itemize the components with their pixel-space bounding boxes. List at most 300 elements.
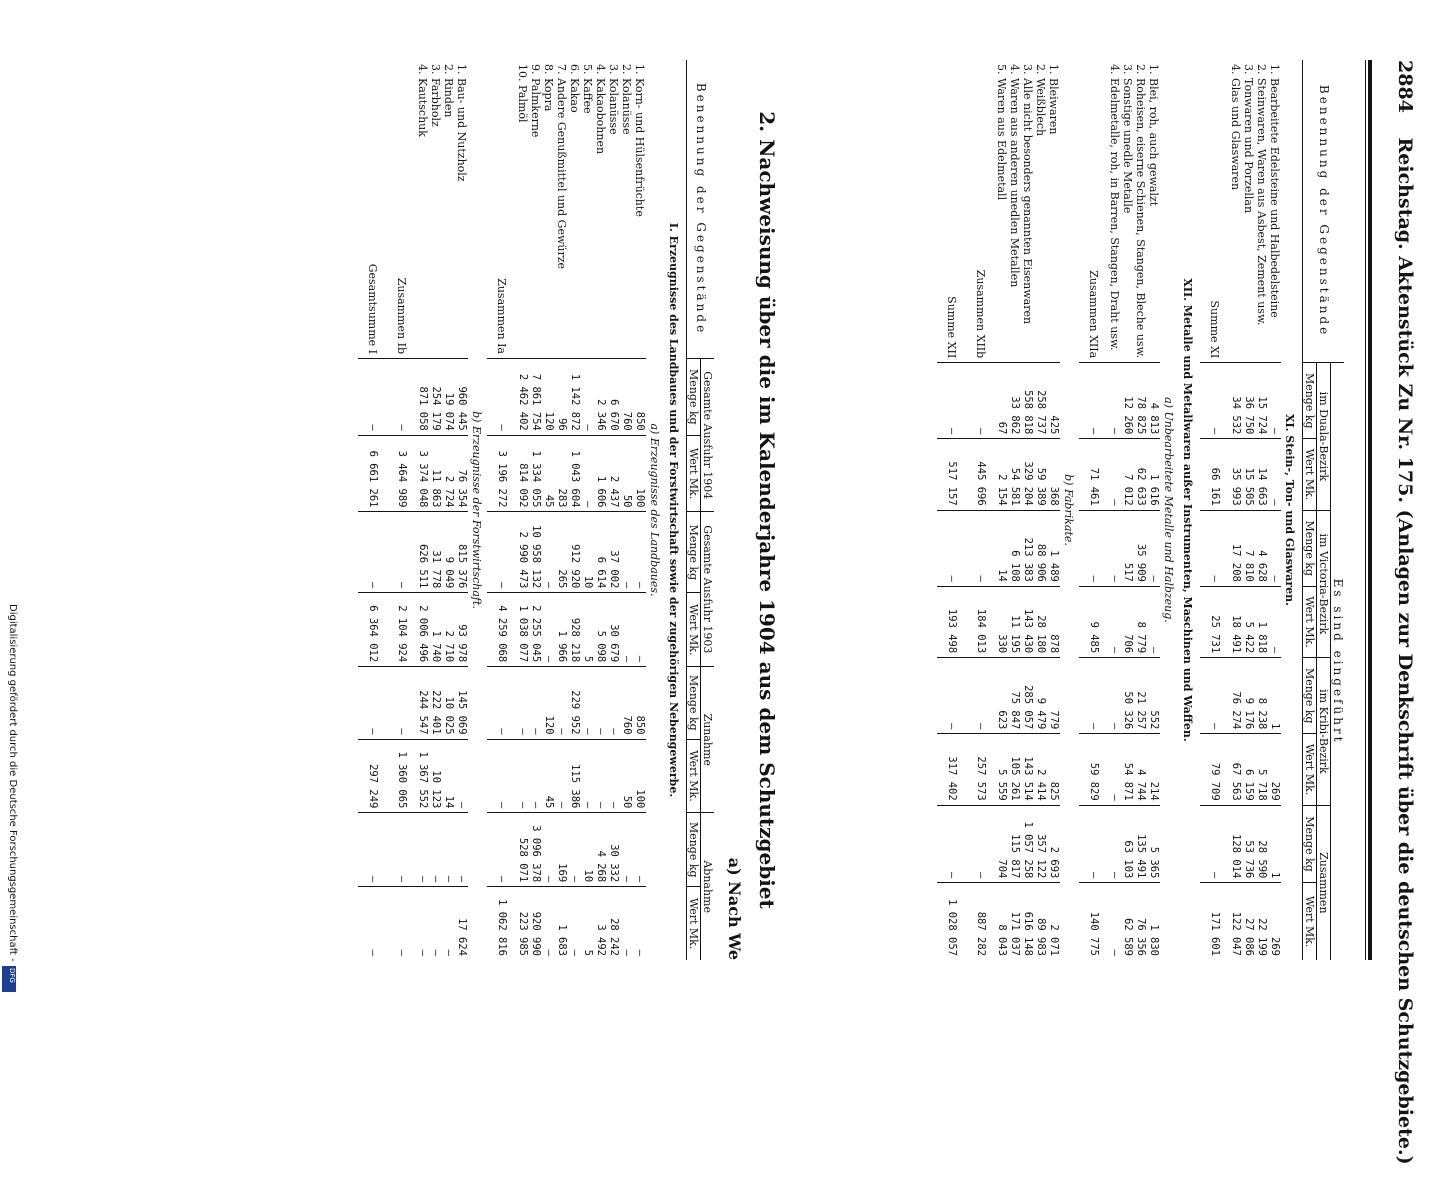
table-row xyxy=(607,60,620,960)
table-row xyxy=(633,60,646,960)
cell-value: 4 813 xyxy=(1147,363,1160,439)
cell-value: 21 257 xyxy=(1134,658,1147,734)
cell-value: — xyxy=(1268,586,1281,657)
menge-header: Menge kg xyxy=(1303,805,1317,883)
wert-header: Wert Mk. xyxy=(687,739,701,813)
cell-value: 9 049 xyxy=(442,512,455,593)
cell-value: 920 990 xyxy=(529,887,542,960)
cell-value: 1 367 552 xyxy=(416,739,429,813)
cell-value: 8 238 xyxy=(1255,658,1268,734)
menge-header: Menge kg xyxy=(687,813,701,887)
cell-value: 258 737 xyxy=(1034,363,1047,439)
cell-value: 850 xyxy=(633,667,646,739)
cell-value: 28 242 xyxy=(607,887,620,960)
cell-value: — xyxy=(455,813,468,887)
row-label: 10. Palmöl xyxy=(516,64,529,123)
row-label: 2. Weißblech xyxy=(1034,64,1047,137)
digitization-note xyxy=(0,604,18,1000)
total-row xyxy=(358,60,387,960)
table-row xyxy=(1147,60,1160,960)
table-row xyxy=(455,60,468,960)
table-row xyxy=(1134,60,1147,960)
section-heading-text: XII. Metalle und Metallwaren außer Instrumenten, Maschinen und Waffen. xyxy=(1181,278,1194,742)
cell-value: 1 740 xyxy=(429,593,442,667)
cell-value: 1 028 057 xyxy=(937,883,966,960)
menge-header: Menge kg xyxy=(1303,510,1317,586)
dfg-logo xyxy=(2,966,16,992)
cell-value: 283 xyxy=(555,435,568,512)
cell-value: 10 025 xyxy=(442,667,455,739)
sum-row xyxy=(966,60,995,960)
row-label: 7. Andere Genußmittel und Gewürze xyxy=(555,64,568,270)
cell-value: — xyxy=(1147,510,1160,586)
row-label: 1. Bearbeitete Edelsteine und Halbedelsteine xyxy=(1268,64,1281,318)
cell-value: 222 401 xyxy=(429,667,442,739)
cell-value: 214 xyxy=(1147,734,1160,805)
cell-value: 30 332 xyxy=(607,813,620,887)
wert-header: Wert Mk. xyxy=(687,887,701,960)
cell-value: 17 624 xyxy=(455,887,468,960)
cell-value: — xyxy=(542,887,555,960)
cell-value: — xyxy=(429,887,442,960)
cell-value: — xyxy=(387,887,416,960)
cell-value: 11 863 xyxy=(429,435,442,512)
district-header: im Duala-Bezirk xyxy=(1317,363,1331,511)
cell-value: 171 037 xyxy=(1008,883,1021,960)
cell-value: — xyxy=(358,887,387,960)
row-label: 4. Glas und Glaswaren xyxy=(1229,64,1242,191)
cell-value: 2 154 xyxy=(995,439,1008,510)
subsection-heading-text: b) Fabrikate. xyxy=(1062,474,1075,546)
table-row xyxy=(1255,60,1268,960)
menge-header: Menge kg xyxy=(1303,658,1317,734)
row-label: 1. Blei, roh, auch gewalzt xyxy=(1147,64,1160,207)
cell-value: 35 909 xyxy=(1134,510,1147,586)
cell-value: 213 383 xyxy=(1021,510,1034,586)
cell-value: — xyxy=(542,593,555,667)
wert-header: Wert Mk. xyxy=(687,435,701,512)
cell-value: 12 260 xyxy=(1121,363,1134,439)
digitization-note-text: Digitalisierung gefördert durch die Deutsche Forschungsgemeinschaft - xyxy=(7,604,18,962)
cell-value: 6 159 xyxy=(1242,734,1255,805)
cell-value: 14 663 xyxy=(1255,439,1268,510)
row-label: 5. Waren aus Edelmetall xyxy=(995,64,1008,201)
row-label: 3. Farbholz xyxy=(429,64,442,127)
cell-value: — xyxy=(594,667,607,739)
cell-value: — xyxy=(358,813,387,887)
cell-value: 5 xyxy=(581,887,594,960)
cell-value: 552 xyxy=(1147,658,1160,734)
cell-value: — xyxy=(542,512,555,593)
sum-row xyxy=(487,60,516,960)
cell-value: 825 xyxy=(1047,734,1060,805)
cell-value: — xyxy=(966,658,995,734)
cell-value: 706 xyxy=(1121,586,1134,657)
cell-value: 35 993 xyxy=(1229,439,1242,510)
cell-value: 7 012 xyxy=(1121,439,1134,510)
cell-value: — xyxy=(633,813,646,887)
table-row xyxy=(1121,60,1134,960)
cell-value: 269 xyxy=(1268,883,1281,960)
cell-value: 37 002 xyxy=(607,512,620,593)
row-label: 2. Roheisen, eiserne Schienen, Stangen, Bleche usw. xyxy=(1134,64,1147,359)
row-label: 2. Rinden xyxy=(442,64,455,118)
menge-header: Menge kg xyxy=(1303,363,1317,439)
cell-value: 445 696 xyxy=(966,439,995,510)
cell-value: 145 069 xyxy=(455,667,468,739)
cell-value: 814 092 xyxy=(516,435,529,512)
row-label: 9. Palmkerne xyxy=(529,64,542,138)
cell-value: — xyxy=(1147,586,1160,657)
cell-value: 2 437 xyxy=(607,435,620,512)
subsection-heading xyxy=(646,60,665,960)
cell-value: 78 825 xyxy=(1134,363,1147,439)
section-heading-text: I. Erzeugnisse des Landbaues und der Forstwirtschaft sowie der zugehörigen Nebengewerbe. xyxy=(667,222,680,798)
cell-value: — xyxy=(516,667,529,739)
cell-value: 76 274 xyxy=(1229,658,1242,734)
cell-value: 928 218 xyxy=(568,593,581,667)
cell-value: 50 xyxy=(620,435,633,512)
cell-value: 50 xyxy=(620,739,633,813)
cell-value: 2 414 xyxy=(1034,734,1047,805)
cell-value: — xyxy=(1108,510,1121,586)
cell-value: — xyxy=(358,667,387,739)
cell-value: 128 014 xyxy=(1229,805,1242,883)
group-header: Gesamte Ausfuhr 1903 xyxy=(701,512,715,667)
cell-value: 4 744 xyxy=(1134,734,1147,805)
cell-value: — xyxy=(1108,658,1121,734)
cell-value: 50 326 xyxy=(1121,658,1134,734)
cell-value: 779 xyxy=(1047,658,1060,734)
cell-value: 54 871 xyxy=(1121,734,1134,805)
table-row xyxy=(620,60,633,960)
cell-value: — xyxy=(487,667,516,739)
cell-value: 5 422 xyxy=(1242,586,1255,657)
row-label: 3. Kolanüsse xyxy=(607,64,620,135)
subsection-heading-text: a) Erzeugnisse des Landbaues. xyxy=(648,423,661,597)
section-title-2: 2. Nachweisung über die im Kalenderjahre 1904 aus dem Schutzgebiet xyxy=(755,111,779,909)
subsection-heading xyxy=(1060,60,1079,960)
cell-value: 8 043 xyxy=(995,883,1008,960)
cell-value: 3 464 989 xyxy=(387,435,416,512)
cell-value: — xyxy=(594,739,607,813)
cell-value: 357 122 xyxy=(1034,805,1047,883)
cell-value: 27 086 xyxy=(1242,883,1255,960)
cell-value: 30 679 xyxy=(607,593,620,667)
cell-value: 10 123 xyxy=(429,739,442,813)
wert-header: Wert Mk. xyxy=(1303,586,1317,657)
table-row xyxy=(416,60,429,960)
cell-value: 22 199 xyxy=(1255,883,1268,960)
cell-value: — xyxy=(568,887,581,960)
cell-value: 285 057 xyxy=(1021,658,1034,734)
table-row xyxy=(1021,60,1034,960)
cell-value: 67 xyxy=(995,363,1008,439)
cell-value: 34 532 xyxy=(1229,363,1242,439)
cell-value: 10 958 132 xyxy=(529,512,542,593)
cell-value: 28 180 xyxy=(1034,586,1047,657)
cell-value: — xyxy=(937,805,966,883)
section-subtitle-2: a) Nach We xyxy=(725,857,744,960)
group-header: Es sind eingeführt xyxy=(1331,363,1345,960)
sum-row xyxy=(387,60,416,960)
cell-value: 7 861 754 xyxy=(529,359,542,436)
cell-value: 4 628 xyxy=(1255,510,1268,586)
cell-value: 5 365 xyxy=(1147,805,1160,883)
cell-value: 1 057 258 xyxy=(1021,805,1034,883)
cell-value: — xyxy=(1108,439,1121,510)
cell-value: 143 430 xyxy=(1021,586,1034,657)
row-label: 4. Kautschuk xyxy=(416,64,429,137)
cell-value: 269 xyxy=(1268,734,1281,805)
cell-value: 140 775 xyxy=(1079,883,1108,960)
cell-value: 17 208 xyxy=(1229,510,1242,586)
row-label: 8. Kopra xyxy=(542,64,555,112)
cell-value: 1 xyxy=(1268,658,1281,734)
cell-value: 71 461 xyxy=(1079,439,1108,510)
cell-value: — xyxy=(529,667,542,739)
table-row xyxy=(594,60,607,960)
cell-value: — xyxy=(1268,510,1281,586)
cell-value: 33 862 xyxy=(1008,363,1021,439)
cell-value: — xyxy=(633,593,646,667)
row-label: 1. Korn- und Hülsenfrüchte xyxy=(633,64,646,217)
cell-value: 229 952 xyxy=(568,667,581,739)
cell-value: 1 038 077 xyxy=(516,593,529,667)
row-label: 1. Bleiwaren xyxy=(1047,64,1060,135)
cell-value: — xyxy=(1108,805,1121,883)
cell-value: 6 364 012 xyxy=(358,593,387,667)
group-header: Zunahme xyxy=(701,667,715,813)
cell-value: 2 346 xyxy=(594,359,607,436)
cell-value: 1 966 xyxy=(555,593,568,667)
section-heading xyxy=(1179,60,1200,960)
table-row xyxy=(568,60,581,960)
cell-value: — xyxy=(568,813,581,887)
cell-value: 15 505 xyxy=(1242,439,1255,510)
cell-value: 5 098 xyxy=(594,593,607,667)
cell-value: — xyxy=(607,739,620,813)
cell-value: 105 261 xyxy=(1008,734,1021,805)
section-heading-text: XI. Stein-, Ton- und Glaswaren. xyxy=(1283,413,1296,607)
dfg-logo-text: DFG xyxy=(8,968,16,983)
cell-value: — xyxy=(487,813,516,887)
row-label: 4. Waren aus anderen unedlen Metallen xyxy=(1008,64,1021,288)
cell-value: 76 356 xyxy=(1134,883,1147,960)
page-header xyxy=(1376,60,1416,1165)
cell-value: 93 978 xyxy=(455,593,468,667)
cell-value: 28 590 xyxy=(1255,805,1268,883)
column-header-name: Benennung der Gegenstände xyxy=(1303,60,1345,363)
cell-value: 257 573 xyxy=(966,734,995,805)
district-header: im Victoria-Bezirk xyxy=(1317,510,1331,658)
district-header: im Kribi-Bezirk xyxy=(1317,658,1331,806)
cell-value: 878 xyxy=(1047,586,1060,657)
row-label: Gesamtsumme I xyxy=(366,263,379,354)
cell-value: 616 148 xyxy=(1021,883,1034,960)
district-header: Zusammen xyxy=(1317,805,1331,960)
wert-header: Wert Mk. xyxy=(687,593,701,667)
cell-value: 3 196 272 xyxy=(487,435,516,512)
cell-value: 887 282 xyxy=(966,883,995,960)
cell-value: 88 906 xyxy=(1034,510,1047,586)
cell-value: — xyxy=(358,512,387,593)
cell-value: 36 750 xyxy=(1242,363,1255,439)
cell-value: — xyxy=(1079,658,1108,734)
menge-header: Menge kg xyxy=(687,359,701,436)
row-label: 2. Steinwaren, Waren aus Asbest, Zement usw. xyxy=(1255,64,1268,326)
header-rule xyxy=(1368,60,1372,960)
table-row xyxy=(581,60,594,960)
cell-value: — xyxy=(1108,734,1121,805)
row-label: Summe XI xyxy=(1208,300,1221,359)
cell-value: 297 249 xyxy=(358,739,387,813)
sum-row xyxy=(1079,60,1108,960)
cell-value: — xyxy=(542,813,555,887)
cell-value: 623 xyxy=(995,658,1008,734)
row-label: 3. Tonwaren und Porzellan xyxy=(1242,64,1255,214)
cell-value: — xyxy=(620,887,633,960)
cell-value: 63 103 xyxy=(1121,805,1134,883)
menge-header: Menge kg xyxy=(687,512,701,593)
cell-value: 10 xyxy=(581,512,594,593)
cell-value: 558 818 xyxy=(1021,363,1034,439)
cell-value: — xyxy=(487,512,516,593)
cell-value: 76 354 xyxy=(455,435,468,512)
cell-value: 79 709 xyxy=(1200,734,1229,805)
cell-value: — xyxy=(442,887,455,960)
cell-value: 8 779 xyxy=(1134,586,1147,657)
cell-value: 62 633 xyxy=(1134,439,1147,510)
cell-value: 626 511 xyxy=(416,512,429,593)
table-row xyxy=(1268,60,1281,960)
cell-value: 122 047 xyxy=(1229,883,1242,960)
cell-value: — xyxy=(1268,363,1281,439)
cell-value: 1 489 xyxy=(1047,510,1060,586)
subsection-heading-text: a) Unbearbeitete Metalle und Halbzeug. xyxy=(1162,397,1175,623)
cell-value: 2 693 xyxy=(1047,805,1060,883)
menge-header: Menge kg xyxy=(687,667,701,739)
cell-value: — xyxy=(1079,510,1108,586)
cell-value: 223 985 xyxy=(516,887,529,960)
row-label: 3. Sonstige unedle Metalle xyxy=(1121,64,1134,214)
cell-value: — xyxy=(487,739,516,813)
cell-value: 1 xyxy=(1268,805,1281,883)
cell-value: — xyxy=(581,435,594,512)
cell-value: 169 xyxy=(555,813,568,887)
cell-value: 1 683 xyxy=(555,887,568,960)
cell-value: 66 161 xyxy=(1200,439,1229,510)
cell-value: — xyxy=(966,510,995,586)
cell-value: 3 492 xyxy=(594,887,607,960)
cell-value: 67 563 xyxy=(1229,734,1242,805)
group-header: Gesamte Ausfuhr 1904 xyxy=(701,359,715,512)
page-title: Reichstag. Aktenstück Zu Nr. 175. (Anlagen zur Denkschrift über die deutschen Schutzgebiete.) xyxy=(1394,137,1416,1165)
cell-value: — xyxy=(1268,439,1281,510)
cell-value: 6 108 xyxy=(1008,510,1021,586)
cell-value: — xyxy=(1200,363,1229,439)
cell-value: 45 xyxy=(542,739,555,813)
cell-value: 528 071 xyxy=(516,813,529,887)
cell-value: 11 195 xyxy=(1008,586,1021,657)
cell-value: — xyxy=(581,739,594,813)
cell-value: — xyxy=(1079,363,1108,439)
row-label: Summe XII xyxy=(945,296,958,359)
cell-value: — xyxy=(358,359,387,436)
cell-value: 1 606 xyxy=(594,435,607,512)
column-header-name: Benennung der Gegenstände xyxy=(687,60,715,359)
row-label: 4. Kakaobohnen xyxy=(594,64,607,155)
sum-row xyxy=(937,60,966,960)
cell-value: 6 670 xyxy=(607,359,620,436)
cell-value: — xyxy=(581,667,594,739)
cell-value: 760 xyxy=(620,667,633,739)
cell-value: 5 xyxy=(581,593,594,667)
cell-value: — xyxy=(607,667,620,739)
cell-value: — xyxy=(620,512,633,593)
cell-value: 7 810 xyxy=(1242,510,1255,586)
cell-value: 704 xyxy=(995,805,1008,883)
cell-value: 59 389 xyxy=(1034,439,1047,510)
cell-value: 2 006 496 xyxy=(416,593,429,667)
cell-value: 1 062 816 xyxy=(487,887,516,960)
table-row xyxy=(516,60,529,960)
table-row xyxy=(1108,60,1121,960)
cell-value: 912 920 xyxy=(568,512,581,593)
cell-value: 368 xyxy=(1047,439,1060,510)
cell-value: 14 xyxy=(995,510,1008,586)
cell-value: 120 xyxy=(542,667,555,739)
subsection-heading xyxy=(468,60,487,960)
cell-value: 871 058 xyxy=(416,359,429,436)
cell-value: 171 601 xyxy=(1200,883,1229,960)
cell-value: 244 547 xyxy=(416,667,429,739)
cell-value: 25 731 xyxy=(1200,586,1229,657)
cell-value: 135 491 xyxy=(1134,805,1147,883)
cell-value: 4 268 xyxy=(594,813,607,887)
wert-header: Wert Mk. xyxy=(1303,883,1317,960)
cell-value: — xyxy=(1200,510,1229,586)
cell-value: — xyxy=(1200,805,1229,883)
cell-value: 1 818 xyxy=(1255,586,1268,657)
cell-value: 1 142 872 xyxy=(568,359,581,436)
cell-value: 4 259 068 xyxy=(487,593,516,667)
cell-value: 1 043 604 xyxy=(568,435,581,512)
cell-value: — xyxy=(633,512,646,593)
cell-value: 1 616 xyxy=(1147,439,1160,510)
cell-value: 2 990 473 xyxy=(516,512,529,593)
table-row xyxy=(529,60,542,960)
row-label: Zusammen XIIa xyxy=(1087,270,1100,359)
cell-value: 760 xyxy=(620,359,633,436)
cell-value: — xyxy=(387,813,416,887)
cell-value: — xyxy=(387,667,416,739)
page-number: 2884 xyxy=(1394,60,1416,113)
row-label: Zusammen Ia xyxy=(495,278,508,354)
cell-value: 1 334 055 xyxy=(529,435,542,512)
cell-value: 5 559 xyxy=(995,734,1008,805)
cell-value: 2 071 xyxy=(1047,883,1060,960)
cell-value: 18 491 xyxy=(1229,586,1242,657)
cell-value: 265 xyxy=(555,512,568,593)
cell-value: 254 179 xyxy=(429,359,442,436)
cell-value: 100 xyxy=(633,739,646,813)
cell-value: 75 847 xyxy=(1008,658,1021,734)
cell-value: 6 614 xyxy=(594,512,607,593)
cell-value: — xyxy=(1108,363,1121,439)
cell-value: — xyxy=(416,887,429,960)
cell-value: — xyxy=(633,887,646,960)
